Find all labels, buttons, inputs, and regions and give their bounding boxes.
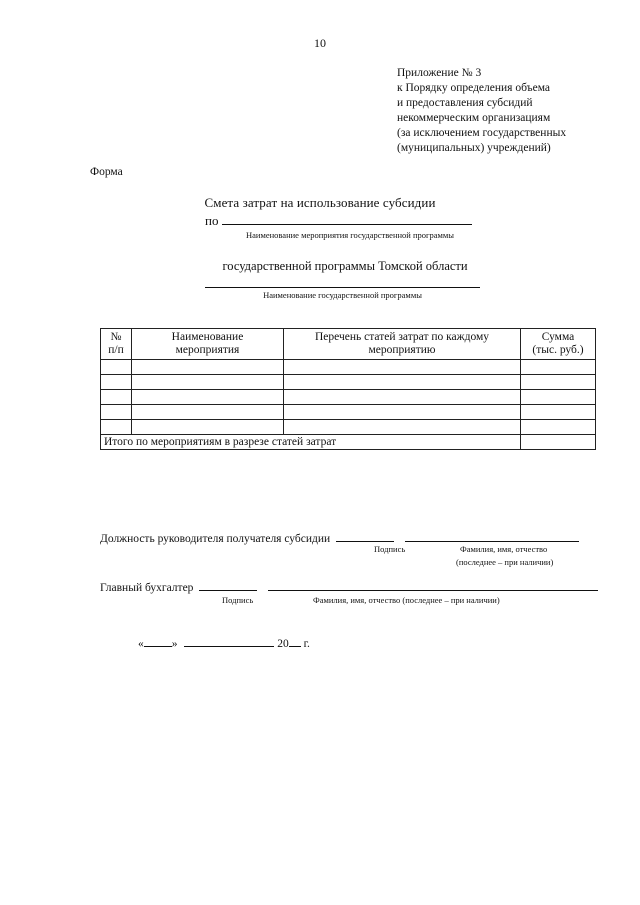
table-total-row [101,435,596,450]
header-line: Наименование [171,331,244,343]
head-signature-row [100,529,579,545]
date-year-prefix: 20 [277,638,289,650]
table-cell[interactable] [101,375,132,390]
appendix-line: (муниципальных) учреждений) [397,142,551,154]
table-cell[interactable] [521,390,596,405]
date-year-suffix: г. [303,638,310,650]
table-cell[interactable] [132,420,284,435]
accountant-signature-caption: Подпись [222,595,254,605]
table-cell[interactable] [132,390,284,405]
table-cell[interactable] [521,375,596,390]
date-year-field[interactable] [289,634,301,647]
po-prefix: по [205,213,219,228]
appendix-line: Приложение № 3 [397,67,482,79]
table-cell[interactable] [132,375,284,390]
total-label: Итого по мероприятиям в разрезе статей затрат [101,435,521,450]
accountant-signature-row [100,578,598,594]
table-cell[interactable] [132,360,284,375]
head-position-label: Должность руководителя получателя субсидии [100,533,331,545]
header-line: Сумма [541,331,575,343]
program-line: государственной программы Томской области [222,259,468,273]
header-sum [521,329,596,360]
head-name-caption-2: (последнее – при наличии) [456,557,554,567]
form-label: Форма [90,166,123,178]
header-cost-items [284,329,521,360]
accountant-signature-field[interactable] [199,578,257,591]
header-line: мероприятия [175,344,240,356]
appendix-line: и предоставления субсидий [397,97,533,109]
document-title: Смета затрат на использование субсидии [204,195,436,210]
header-line: № [110,331,122,343]
table-row [101,390,596,405]
header-line: мероприятию [368,344,436,356]
table-cell[interactable] [101,360,132,375]
accountant-name-field[interactable] [268,578,598,591]
table-cell[interactable] [521,405,596,420]
header-line: (тыс. руб.) [532,344,584,356]
program-name-caption: Наименование государственной программы [263,290,422,300]
table-cell[interactable] [284,390,521,405]
table-header-row [101,329,596,360]
table-cell[interactable] [284,420,521,435]
event-name-line [205,212,472,229]
table-row [101,360,596,375]
table-cell[interactable] [521,420,596,435]
appendix-line: (за исключением государственных [397,127,567,139]
appendix-block [397,66,566,156]
header-number [101,329,132,360]
event-name-field[interactable] [222,212,472,225]
accountant-name-caption: Фамилия, имя, отчество (последнее – при наличии) [313,595,500,605]
head-name-caption: Фамилия, имя, отчество [460,544,548,554]
event-name-caption: Наименование мероприятия государственной программы [245,230,455,240]
table-cell[interactable] [132,405,284,420]
table-cell[interactable] [101,390,132,405]
appendix-line: некоммерческим организациям [397,112,551,124]
table-cell[interactable] [521,360,596,375]
table-cell[interactable] [284,405,521,420]
table-cell[interactable] [284,360,521,375]
table-cell[interactable] [101,420,132,435]
head-name-field[interactable] [405,529,579,542]
header-event [132,329,284,360]
header-line: п/п [108,344,124,356]
head-signature-field[interactable] [336,529,394,542]
table-cell[interactable] [284,375,521,390]
appendix-line: к Порядку определения объема [397,82,551,94]
table-row [101,405,596,420]
date-open-quote: « [138,638,144,650]
budget-table [100,328,596,450]
date-close-quote: » [171,638,178,650]
date-month-field[interactable] [184,634,274,647]
total-sum-cell[interactable] [521,435,596,450]
page-number: 10 [314,36,326,50]
accountant-label: Главный бухгалтер [100,582,194,594]
date-row [138,634,310,650]
head-signature-caption: Подпись [374,544,406,554]
header-line: Перечень статей затрат по каждому [315,331,489,343]
table-cell[interactable] [101,405,132,420]
date-day-field[interactable] [144,634,172,647]
table-row [101,375,596,390]
table-row [101,420,596,435]
program-name-field[interactable] [205,287,480,288]
